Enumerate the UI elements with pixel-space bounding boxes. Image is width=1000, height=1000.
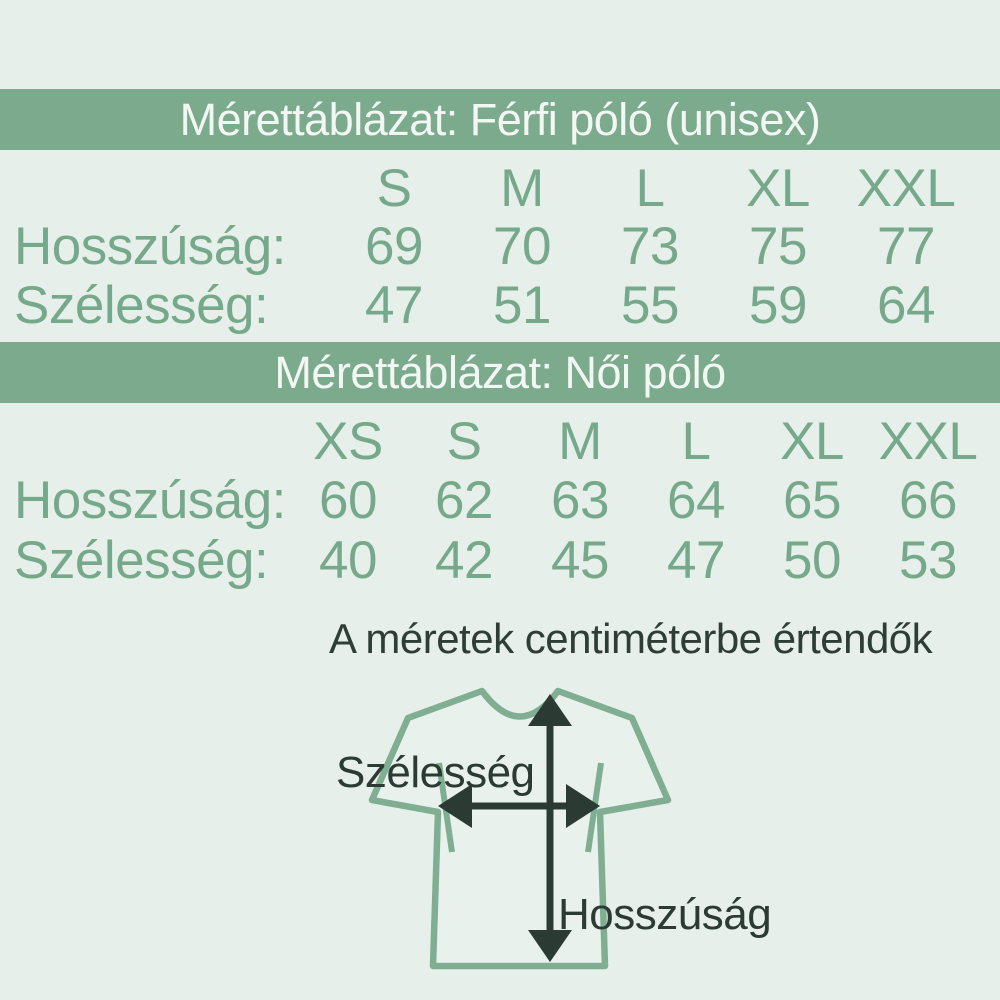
men-size-l: L — [635, 159, 665, 218]
men-size-xxl: XXL — [856, 159, 956, 218]
men-length-m: 70 — [493, 217, 551, 276]
women-size-s: S — [446, 412, 482, 471]
men-width-s: 47 — [365, 276, 423, 335]
women-length-xl: 65 — [783, 471, 841, 530]
men-width-l: 55 — [621, 276, 679, 335]
women-width-xl: 50 — [783, 531, 841, 590]
women-width-xxl: 53 — [899, 531, 957, 590]
men-length-l: 73 — [621, 217, 679, 276]
men-width-xl: 59 — [749, 276, 807, 335]
women-width-m: 45 — [551, 531, 609, 590]
men-size-xl: XL — [746, 159, 810, 218]
men-length-xl: 75 — [749, 217, 807, 276]
diagram-length-label: Hosszúság — [558, 890, 772, 939]
women-length-xs: 60 — [319, 471, 377, 530]
women-width-l: 47 — [667, 531, 725, 590]
women-table-title: Mérettáblázat: Női póló — [274, 346, 726, 398]
women-width-xs: 40 — [319, 531, 377, 590]
men-length-label: Hosszúság: — [14, 217, 286, 276]
diagram-width-label: Szélesség — [336, 748, 535, 797]
men-length-xxl: 77 — [877, 217, 935, 276]
women-size-xl: XL — [780, 412, 844, 471]
women-length-s: 62 — [435, 471, 493, 530]
women-width-label: Szélesség: — [14, 531, 269, 590]
men-size-s: S — [376, 159, 412, 218]
women-width-s: 42 — [435, 531, 493, 590]
women-length-m: 63 — [551, 471, 609, 530]
men-width-label: Szélesség: — [14, 276, 269, 335]
men-length-s: 69 — [365, 217, 423, 276]
women-length-label: Hosszúság: — [14, 471, 286, 530]
women-length-xxl: 66 — [899, 471, 957, 530]
men-table-title: Mérettáblázat: Férfi póló (unisex) — [179, 93, 821, 145]
women-size-xs: XS — [313, 412, 383, 471]
women-length-l: 64 — [667, 471, 725, 530]
women-size-m: M — [558, 412, 602, 471]
women-size-l: L — [681, 412, 711, 471]
men-width-m: 51 — [493, 276, 551, 335]
men-size-m: M — [500, 159, 544, 218]
units-note: A méretek centiméterbe értendők — [329, 615, 933, 662]
women-size-xxl: XXL — [878, 412, 978, 471]
men-width-xxl: 64 — [877, 276, 935, 335]
